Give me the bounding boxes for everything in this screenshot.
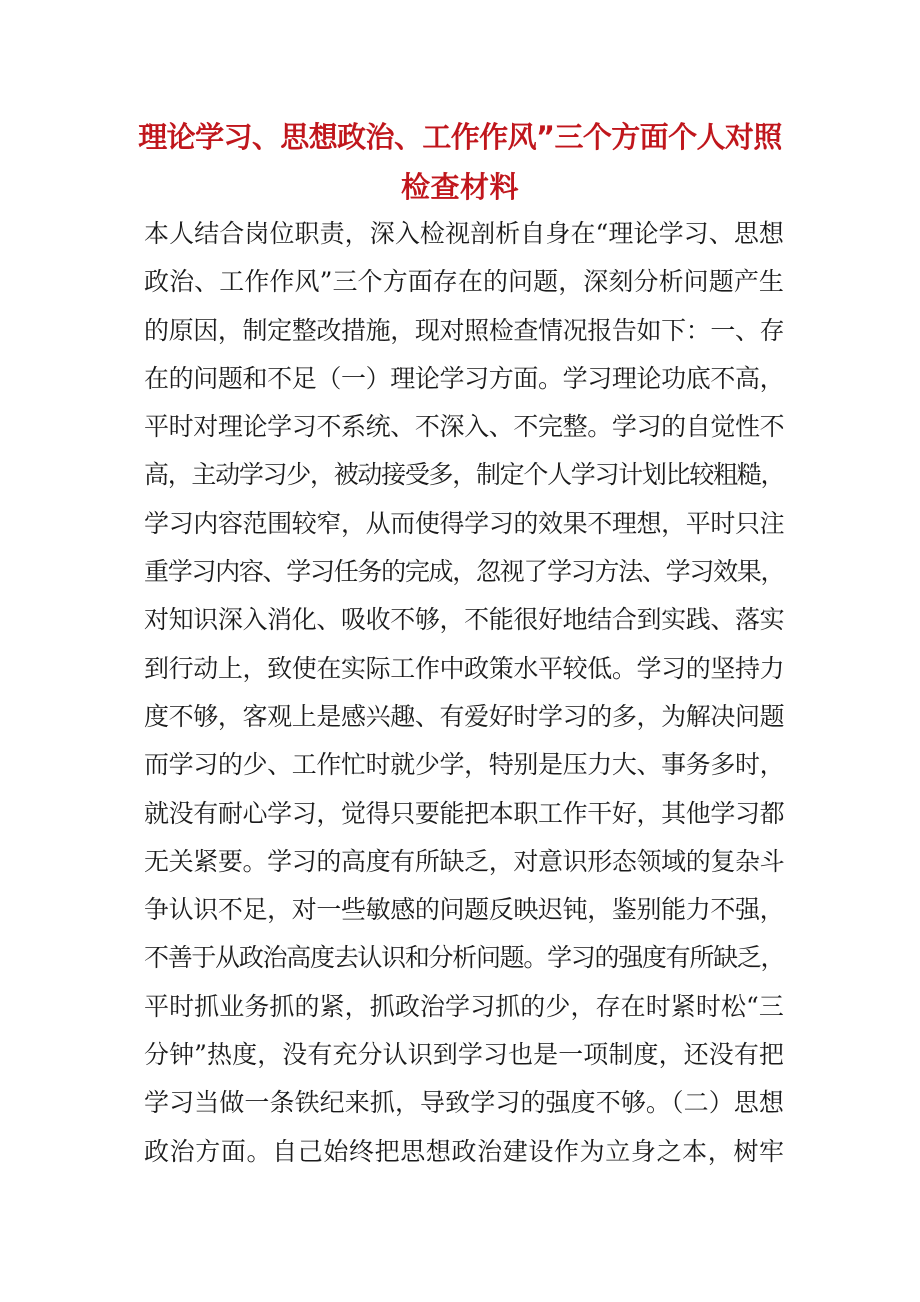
body-line: 分钟”热度，没有充分认识到学习也是一项制度，还没有把: [144, 1040, 784, 1070]
body-line: 高，主动学习少，被动接受多，制定个人学习计划比较粗糙，: [144, 460, 784, 490]
body-line: 的原因，制定整改措施，现对照检查情况报告如下：一、存: [144, 315, 784, 345]
body-line: 争认识不足，对一些敏感的问题反映迟钝，鉴别能力不强，: [144, 895, 784, 925]
body-line: 平时抓业务抓的紧，抓政治学习抓的少，存在时紧时松“三: [144, 991, 784, 1021]
body-line: 对知识深入消化、吸收不够，不能很好地结合到实践、落实: [144, 605, 784, 635]
body-line: 学习内容范围较窄，从而使得学习的效果不理想，平时只注: [144, 508, 784, 538]
title-line-2: 检查材料: [400, 170, 519, 204]
body-line: 度不够，客观上是感兴趣、有爱好时学习的多，为解决问题: [144, 701, 784, 731]
body-line: 平时对理论学习不系统、不深入、不完整。学习的自觉性不: [144, 412, 784, 442]
document-title: [130, 112, 790, 212]
body-line: 在的问题和不足（一）理论学习方面。学习理论功底不高，: [144, 363, 784, 393]
title-line-1: 理论学习、思想政治、工作作风”三个方面个人对照: [138, 120, 782, 154]
body-line: 而学习的少、工作忙时就少学，特别是压力大、事务多时，: [144, 750, 784, 780]
body-line: 政治、工作作风”三个方面存在的问题，深刻分析问题产生: [144, 267, 784, 297]
body-line: 不善于从政治高度去认识和分析问题。学习的强度有所缺乏，: [144, 943, 784, 973]
body-line: 重学习内容、学习任务的完成，忽视了学习方法、学习效果，: [144, 557, 784, 587]
body-line: 无关紧要。学习的高度有所缺乏，对意识形态领域的复杂斗: [144, 846, 784, 876]
body-line: 政治方面。自己始终把思想政治建设作为立身之本，树牢: [144, 1136, 785, 1166]
body-line: 就没有耐心学习，觉得只要能把本职工作干好，其他学习都: [144, 798, 784, 828]
body-line: 学习当做一条铁纪来抓，导致学习的强度不够。（二）思想: [144, 1088, 784, 1118]
document-body: [144, 210, 784, 1176]
body-line: 本人结合岗位职责，深入检视剖析自身在“理论学习、思想: [144, 219, 784, 248]
body-line: 到行动上，致使在实际工作中政策水平较低。学习的坚持力: [144, 653, 784, 683]
